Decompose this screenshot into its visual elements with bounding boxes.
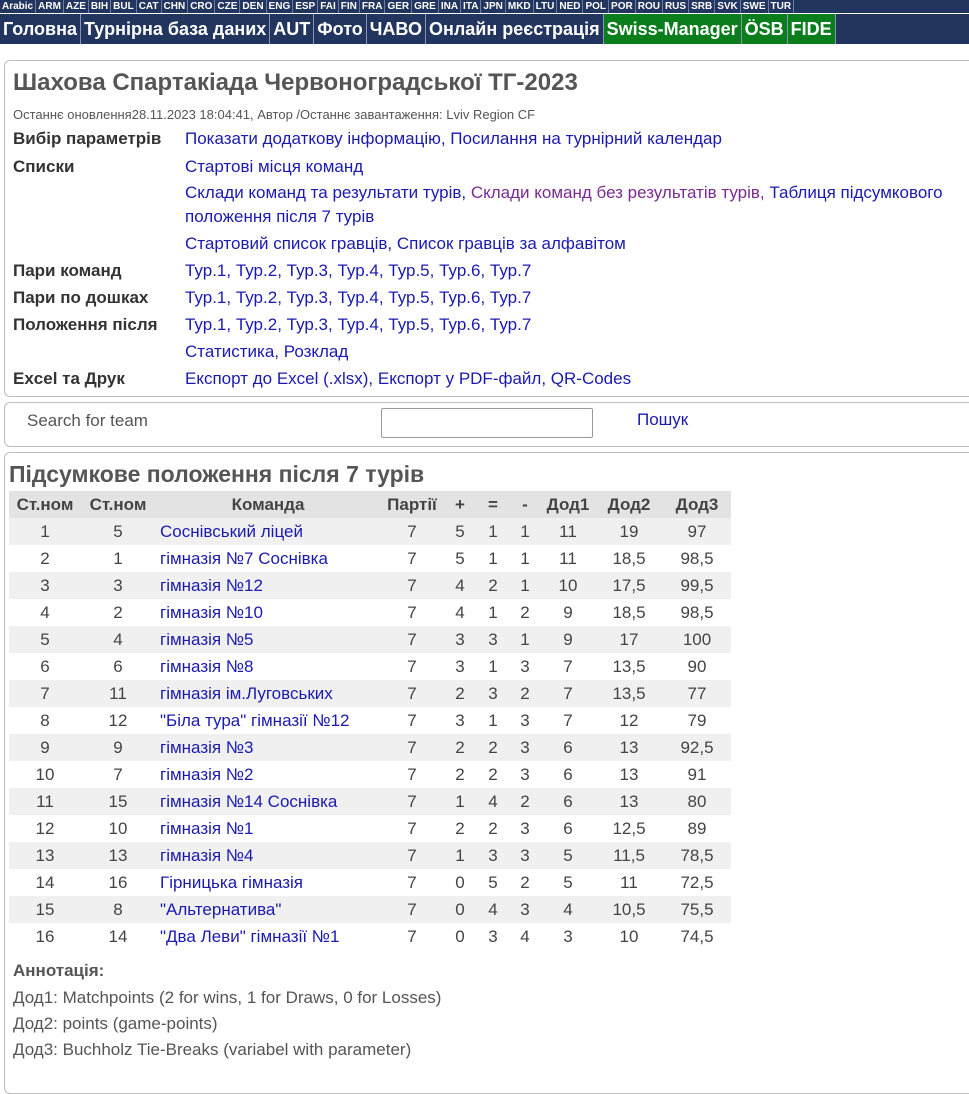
table-cell: 3 xyxy=(477,680,509,707)
table-cell: 8 xyxy=(9,707,81,734)
table-cell: 7 xyxy=(381,653,443,680)
search-button[interactable]: Пошук xyxy=(637,410,689,429)
table-cell: 7 xyxy=(541,653,595,680)
team-name-link[interactable]: гімназія №14 Соснівка xyxy=(155,788,381,815)
table-cell: 3 xyxy=(541,923,595,950)
table-cell: 2 xyxy=(477,815,509,842)
language-link[interactable]: RUS xyxy=(663,0,689,13)
annotation-line: Дод1: Matchpoints (2 for wins, 1 for Draws, 0 for Losses) xyxy=(13,988,442,1007)
table-cell: 9 xyxy=(9,734,81,761)
table-cell: 4 xyxy=(443,599,477,626)
table-cell: 10,5 xyxy=(595,896,663,923)
table-cell: 5 xyxy=(541,842,595,869)
table-cell: 98,5 xyxy=(663,545,731,572)
table-cell: 0 xyxy=(443,896,477,923)
column-header: Дод1 xyxy=(541,491,595,518)
table-cell: 6 xyxy=(541,815,595,842)
table-cell: 3 xyxy=(509,653,541,680)
team-no-results-link[interactable]: Склади команд без результатів турів, xyxy=(466,183,765,202)
excel-label: Excel та Друк xyxy=(13,369,125,388)
language-link[interactable]: LTU xyxy=(534,0,558,13)
table-cell: 3 xyxy=(509,707,541,734)
language-link[interactable]: CHN xyxy=(162,0,189,13)
annotation-title: Аннотація: xyxy=(13,961,105,980)
table-cell: 79 xyxy=(663,707,731,734)
table-row xyxy=(9,626,731,653)
table-cell: 10 xyxy=(541,572,595,599)
table-cell: 18,5 xyxy=(595,545,663,572)
language-link[interactable]: POR xyxy=(609,0,636,13)
table-cell: 3 xyxy=(509,761,541,788)
column-header: Ст.ном xyxy=(81,491,155,518)
table-row xyxy=(9,599,731,626)
start-ranks-link[interactable]: Стартові місця команд xyxy=(185,157,364,176)
table-cell: 15 xyxy=(9,896,81,923)
column-header: - xyxy=(509,491,541,518)
table-cell: 1 xyxy=(477,599,509,626)
table-cell: 6 xyxy=(541,734,595,761)
table-cell: 7 xyxy=(381,896,443,923)
table-row xyxy=(9,518,731,545)
table-row xyxy=(9,815,731,842)
nav-item[interactable]: Онлайн реєстрація xyxy=(426,14,604,44)
table-cell: 6 xyxy=(541,761,595,788)
language-link[interactable]: BUL xyxy=(111,0,137,13)
language-link[interactable]: ESP xyxy=(293,0,318,13)
table-cell: 12 xyxy=(9,815,81,842)
table-cell: 6 xyxy=(541,788,595,815)
table-cell: 1 xyxy=(443,788,477,815)
table-cell: 2 xyxy=(443,680,477,707)
table-cell: 7 xyxy=(381,707,443,734)
column-header: Дод2 xyxy=(595,491,663,518)
table-cell: 4 xyxy=(541,896,595,923)
language-link[interactable]: CAT xyxy=(137,0,162,13)
team-name-link[interactable]: гімназія ім.Луговських xyxy=(155,680,381,707)
language-link[interactable]: JPN xyxy=(481,0,505,13)
standing-links[interactable]: Тур.1, Тур.2, Тур.3, Тур.4, Тур.5, Тур.6, Тур.7 xyxy=(185,315,532,334)
table-row xyxy=(9,572,731,599)
table-cell: 7 xyxy=(381,599,443,626)
table-row xyxy=(9,788,731,815)
pairings-links[interactable]: Тур.1, Тур.2, Тур.3, Тур.4, Тур.5, Тур.6, Тур.7 xyxy=(185,261,532,280)
search-label: Search for team xyxy=(27,411,148,430)
table-cell: 74,5 xyxy=(663,923,731,950)
column-header: = xyxy=(477,491,509,518)
table-cell: 4 xyxy=(509,923,541,950)
table-cell: 99,5 xyxy=(663,572,731,599)
table-cell: 16 xyxy=(9,923,81,950)
table-row xyxy=(9,761,731,788)
stats-links[interactable]: Статистика, Розклад xyxy=(185,342,349,361)
export-links[interactable]: Експорт до Excel (.xlsx), Експорт у PDF-файл, QR-Codes xyxy=(185,369,632,388)
table-cell: 9 xyxy=(81,734,155,761)
language-link[interactable]: SRB xyxy=(689,0,715,13)
table-cell: 1 xyxy=(477,545,509,572)
table-cell: 11 xyxy=(81,680,155,707)
table-cell: 2 xyxy=(509,680,541,707)
table-cell: 75,5 xyxy=(663,896,731,923)
table-cell: 13 xyxy=(81,842,155,869)
table-row xyxy=(9,545,731,572)
table-cell: 91 xyxy=(663,761,731,788)
table-cell: 100 xyxy=(663,626,731,653)
table-cell: 4 xyxy=(81,626,155,653)
table-cell: 89 xyxy=(663,815,731,842)
table-cell: 90 xyxy=(663,653,731,680)
table-cell: 3 xyxy=(509,734,541,761)
table-cell: 7 xyxy=(541,707,595,734)
team-name-link[interactable]: гімназія №10 xyxy=(155,599,381,626)
table-cell: 4 xyxy=(477,788,509,815)
language-link[interactable]: FIN xyxy=(339,0,360,13)
table-cell: 7 xyxy=(381,680,443,707)
lists-label: Списки xyxy=(13,157,75,176)
table-cell: 2 xyxy=(509,869,541,896)
table-cell: 2 xyxy=(443,734,477,761)
table-cell: 97 xyxy=(663,518,731,545)
table-cell: 7 xyxy=(541,680,595,707)
table-cell: 3 xyxy=(443,707,477,734)
table-cell: 3 xyxy=(81,572,155,599)
team-name-link[interactable]: "Біла тура" гімназії №12 xyxy=(155,707,381,734)
table-cell: 2 xyxy=(509,788,541,815)
table-cell: 10 xyxy=(595,923,663,950)
table-cell: 11 xyxy=(595,869,663,896)
player-lists-links[interactable]: Стартовий список гравців, Список гравців за алфавітом xyxy=(185,234,626,253)
table-row xyxy=(9,653,731,680)
language-link[interactable]: SVK xyxy=(715,0,741,13)
language-link[interactable]: DEN xyxy=(240,0,266,13)
tournament-title: Шахова Спартакіада Червоноградської ТГ-2023 xyxy=(13,69,578,96)
table-cell: 2 xyxy=(477,572,509,599)
column-header: + xyxy=(443,491,477,518)
team-lists-links xyxy=(185,183,943,203)
table-cell: 72,5 xyxy=(663,869,731,896)
team-name-link[interactable]: гімназія №3 xyxy=(155,734,381,761)
language-link[interactable]: GER xyxy=(385,0,412,13)
table-cell: 3 xyxy=(509,896,541,923)
table-cell: 7 xyxy=(381,572,443,599)
table-cell: 16 xyxy=(81,869,155,896)
language-link[interactable]: ENG xyxy=(267,0,294,13)
language-link[interactable]: SWE xyxy=(741,0,769,13)
table-cell: 9 xyxy=(541,599,595,626)
table-cell: 17 xyxy=(595,626,663,653)
table-cell: 8 xyxy=(81,896,155,923)
table-row xyxy=(9,707,731,734)
language-link[interactable]: BIH xyxy=(89,0,111,13)
table-cell: 17,5 xyxy=(595,572,663,599)
table-cell: 12 xyxy=(595,707,663,734)
table-cell: 6 xyxy=(81,653,155,680)
table-cell: 1 xyxy=(81,545,155,572)
language-link[interactable]: MKD xyxy=(506,0,534,13)
column-header: Команда xyxy=(155,491,381,518)
team-name-link[interactable]: "Альтернатива" xyxy=(155,896,381,923)
table-cell: 19 xyxy=(595,518,663,545)
table-cell: 3 xyxy=(443,626,477,653)
table-cell: 78,5 xyxy=(663,842,731,869)
language-link[interactable]: GRE xyxy=(412,0,439,13)
team-name-link[interactable]: "Два Леви" гімназії №1 xyxy=(155,923,381,950)
params-label: Вибір параметрів xyxy=(13,129,162,148)
table-cell: 0 xyxy=(443,869,477,896)
table-cell: 7 xyxy=(9,680,81,707)
table-cell: 5 xyxy=(541,869,595,896)
language-link[interactable]: ARM xyxy=(36,0,64,13)
column-header: Дод3 xyxy=(663,491,731,518)
team-name-link[interactable]: гімназія №8 xyxy=(155,653,381,680)
table-cell: 0 xyxy=(443,923,477,950)
main-nav xyxy=(0,14,969,44)
table-cell: 11,5 xyxy=(595,842,663,869)
table-cell: 80 xyxy=(663,788,731,815)
final-table-link[interactable]: Таблиця підсумкового xyxy=(764,183,943,202)
table-cell: 2 xyxy=(477,761,509,788)
table-row xyxy=(9,869,731,896)
table-cell: 12,5 xyxy=(595,815,663,842)
table-cell: 4 xyxy=(9,599,81,626)
language-link[interactable]: FRA xyxy=(360,0,386,13)
table-cell: 1 xyxy=(477,653,509,680)
language-link[interactable]: INA xyxy=(439,0,461,13)
language-link[interactable]: TUR xyxy=(769,0,795,13)
table-cell: 11 xyxy=(541,545,595,572)
table-cell: 1 xyxy=(509,626,541,653)
nav-item[interactable]: AUT xyxy=(270,14,314,44)
table-cell: 5 xyxy=(477,869,509,896)
team-name-link[interactable]: гімназія №7 Соснівка xyxy=(155,545,381,572)
table-row xyxy=(9,923,731,950)
table-cell: 7 xyxy=(381,923,443,950)
table-cell: 3 xyxy=(477,923,509,950)
table-cell: 7 xyxy=(81,761,155,788)
table-cell: 98,5 xyxy=(663,599,731,626)
table-cell: 9 xyxy=(541,626,595,653)
team-name-link[interactable]: Гірницька гімназія xyxy=(155,869,381,896)
table-cell: 2 xyxy=(443,815,477,842)
language-link[interactable]: FAI xyxy=(318,0,339,13)
nav-item[interactable]: ЧАВО xyxy=(367,14,426,44)
final-table-link-cont[interactable]: положення після 7 турів xyxy=(185,207,375,226)
annotation-line: Дод3: Buchholz Tie-Breaks (variabel with parameter) xyxy=(13,1040,412,1059)
table-header xyxy=(9,491,731,518)
table-cell: 7 xyxy=(381,734,443,761)
table-cell: 3 xyxy=(509,815,541,842)
table-cell: 6 xyxy=(9,653,81,680)
column-header: Ст.ном xyxy=(9,491,81,518)
table-cell: 3 xyxy=(477,626,509,653)
table-cell: 7 xyxy=(381,626,443,653)
standings-panel xyxy=(4,452,969,1094)
table-cell: 1 xyxy=(509,572,541,599)
table-cell: 7 xyxy=(381,518,443,545)
table-row xyxy=(9,680,731,707)
table-cell: 10 xyxy=(9,761,81,788)
table-cell: 2 xyxy=(443,761,477,788)
table-cell: 3 xyxy=(509,842,541,869)
table-cell: 5 xyxy=(443,518,477,545)
language-link[interactable]: NED xyxy=(557,0,583,13)
language-link[interactable]: CRO xyxy=(188,0,215,13)
table-cell: 1 xyxy=(509,545,541,572)
table-cell: 1 xyxy=(443,842,477,869)
last-updated: Останнє оновлення28.11.2023 18:04:41, Автор /Останнє завантаження: Lviv Region CF xyxy=(13,107,536,122)
table-cell: 4 xyxy=(477,896,509,923)
table-cell: 77 xyxy=(663,680,731,707)
language-link[interactable]: AZE xyxy=(64,0,89,13)
table-cell: 3 xyxy=(9,572,81,599)
standings-title: Підсумкове положення після 7 турів xyxy=(9,461,425,487)
table-cell: 14 xyxy=(81,923,155,950)
table-row xyxy=(9,896,731,923)
language-bar xyxy=(0,0,969,13)
table-cell: 14 xyxy=(9,869,81,896)
team-name-link[interactable]: гімназія №1 xyxy=(155,815,381,842)
table-cell: 7 xyxy=(381,815,443,842)
table-cell: 18,5 xyxy=(595,599,663,626)
table-row xyxy=(9,842,731,869)
table-cell: 4 xyxy=(443,572,477,599)
table-cell: 3 xyxy=(443,653,477,680)
table-cell: 1 xyxy=(477,518,509,545)
table-cell: 5 xyxy=(9,626,81,653)
table-cell: 11 xyxy=(541,518,595,545)
search-input[interactable] xyxy=(381,408,593,438)
team-name-link[interactable]: Соснівський ліцей xyxy=(155,518,381,545)
table-cell: 7 xyxy=(381,869,443,896)
table-row xyxy=(9,734,731,761)
table-cell: 2 xyxy=(9,545,81,572)
language-link[interactable]: CZE xyxy=(215,0,240,13)
boards-links[interactable]: Тур.1, Тур.2, Тур.3, Тур.4, Тур.5, Тур.6, Тур.7 xyxy=(185,288,532,307)
table-cell: 2 xyxy=(509,599,541,626)
table-cell: 13 xyxy=(595,761,663,788)
search-panel xyxy=(4,402,969,447)
language-link[interactable]: ROU xyxy=(636,0,663,13)
tournament-info-panel xyxy=(4,60,969,397)
language-link[interactable]: Arabic xyxy=(0,0,36,13)
table-cell: 13,5 xyxy=(595,680,663,707)
nav-item[interactable]: Фото xyxy=(314,14,366,44)
table-cell: 2 xyxy=(81,599,155,626)
table-cell: 7 xyxy=(381,842,443,869)
table-cell: 7 xyxy=(381,788,443,815)
annotation-line: Дод2: points (game-points) xyxy=(13,1014,218,1033)
table-cell: 12 xyxy=(81,707,155,734)
standings-table xyxy=(9,491,731,950)
table-cell: 13 xyxy=(9,842,81,869)
language-link[interactable]: ITA xyxy=(461,0,481,13)
table-cell: 15 xyxy=(81,788,155,815)
table-cell: 13 xyxy=(595,788,663,815)
table-cell: 7 xyxy=(381,545,443,572)
table-cell: 13,5 xyxy=(595,653,663,680)
table-cell: 5 xyxy=(443,545,477,572)
table-cell: 92,5 xyxy=(663,734,731,761)
table-cell: 1 xyxy=(477,707,509,734)
params-links[interactable]: Показати додаткову інформацію, Посилання на турнірний календар xyxy=(185,129,722,148)
nav-item[interactable]: Swiss-Manager xyxy=(604,14,742,44)
column-header: Партії xyxy=(381,491,443,518)
table-cell: 10 xyxy=(81,815,155,842)
team-name-link[interactable]: гімназія №5 xyxy=(155,626,381,653)
table-cell: 7 xyxy=(381,761,443,788)
standing-label: Положення після xyxy=(13,315,158,334)
pairings-label: Пари команд xyxy=(13,261,122,280)
table-cell: 11 xyxy=(9,788,81,815)
table-cell: 13 xyxy=(595,734,663,761)
team-name-link[interactable]: гімназія №12 xyxy=(155,572,381,599)
nav-item[interactable]: Турнірна база даних xyxy=(81,14,270,44)
team-name-link[interactable]: гімназія №2 xyxy=(155,761,381,788)
nav-item[interactable]: ÖSB xyxy=(742,14,788,44)
nav-item[interactable]: FIDE xyxy=(788,14,836,44)
boards-label: Пари по дошках xyxy=(13,288,149,307)
table-cell: 1 xyxy=(9,518,81,545)
nav-item[interactable]: Головна xyxy=(0,14,81,44)
team-results-link[interactable]: Склади команд та результати турів, xyxy=(185,183,467,202)
table-cell: 1 xyxy=(509,518,541,545)
team-name-link[interactable]: гімназія №4 xyxy=(155,842,381,869)
table-cell: 5 xyxy=(81,518,155,545)
language-link[interactable]: POL xyxy=(583,0,609,13)
table-cell: 3 xyxy=(477,842,509,869)
table-cell: 2 xyxy=(477,734,509,761)
